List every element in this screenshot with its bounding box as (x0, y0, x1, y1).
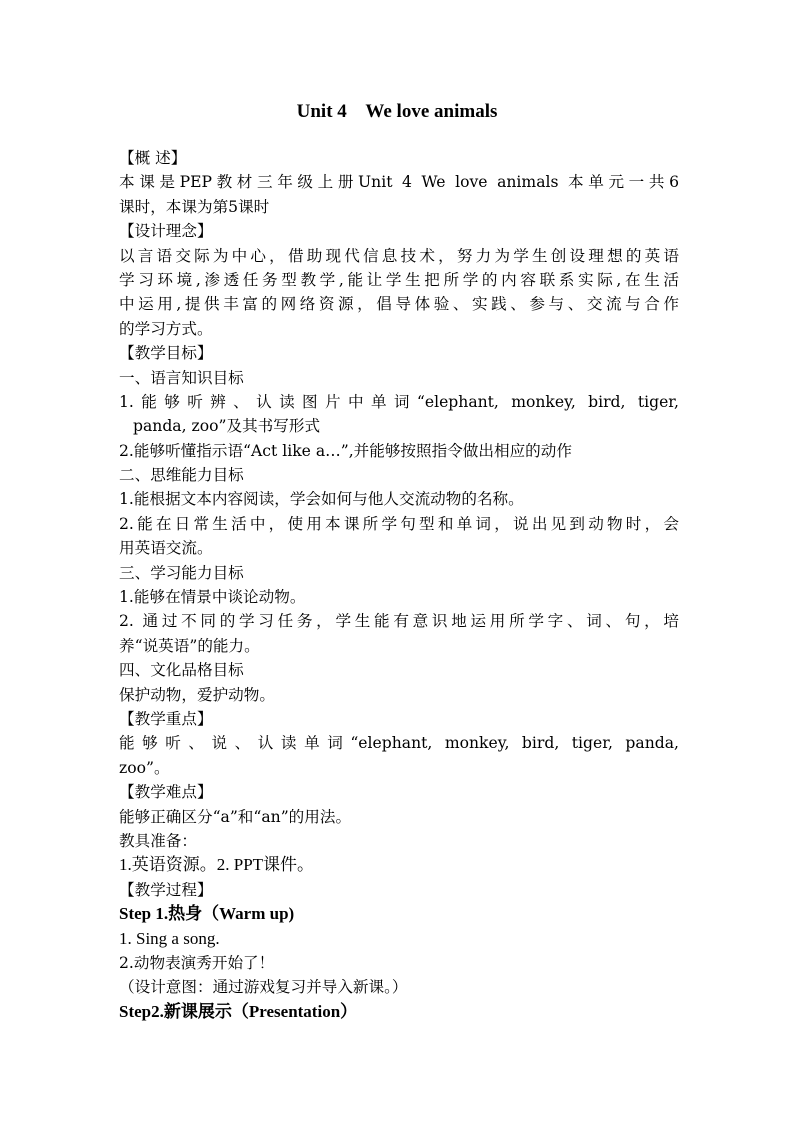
paragraph-line: 的学习方式。 (119, 319, 213, 338)
list-item-line: 用英语交流。 (119, 539, 213, 558)
document-title: Unit 4 We love animals (296, 101, 498, 122)
list-item-line: 2.动物表演秀开始了！ (119, 953, 275, 972)
subheading-learning-ability: 三、学习能力目标 (119, 563, 244, 582)
paragraph-line: 能够正确区分“a”和“an”的用法。 (119, 807, 352, 826)
list-item-line: 养“说英语”的能力。 (119, 636, 260, 655)
list-item-line: 2.能够听懂指示语“Act like a…”,并能够按照指令做出相应的动作 (119, 441, 572, 460)
paragraph-line: 1.英语资源。2. PPT课件。 (119, 855, 315, 875)
paragraph-line: 中运用,提供丰富的网络资源，倡导体验、实践、参与、交流与合作 (119, 295, 679, 314)
section-heading-overview: 【概 述】 (119, 149, 187, 167)
list-item-line: panda, zoo”及其书写形式 (133, 417, 321, 436)
subheading-language-knowledge: 一、语言知识目标 (119, 368, 244, 387)
paragraph-line: zoo”。 (119, 758, 170, 777)
paragraph-line: 教具准备： (119, 831, 197, 850)
list-item-line: 1.能根据文本内容阅读，学会如何与他人交流动物的名称。 (119, 490, 524, 509)
list-item-line: 1. Sing a song. (119, 928, 220, 948)
list-item-line: 2. 通过不同的学习任务，学生能有意识地运用所学字、词、句，培 (119, 612, 679, 631)
design-intent-note: （设计意图：通过游戏复习并导入新课。） (119, 978, 408, 997)
paragraph-line: 本课是PEP教材三年级上册Unit 4 We love animals 本单元一共6 (119, 173, 679, 192)
paragraph-line: 以言语交际为中心，借助现代信息技术，努力为学生创设理想的英语 (119, 246, 679, 265)
section-heading-design-concept: 【设计理念】 (119, 222, 213, 241)
step-heading-presentation: Step2.新课展示（Presentation） (119, 1001, 358, 1021)
subheading-cultural-character: 四、文化品格目标 (119, 661, 244, 680)
list-item-line: 1.能够听辨、认读图片中单词“elephant, monkey, bird, tiger, (119, 392, 679, 411)
document-body (119, 146, 679, 1024)
paragraph-line: 保护动物，爱护动物。 (119, 685, 275, 704)
paragraph-line: 学习环境,渗透任务型教学,能让学生把所学的内容联系实际,在生活 (119, 270, 679, 289)
subheading-thinking-ability: 二、思维能力目标 (119, 466, 244, 485)
paragraph-line: 课时，本课为第5课时 (119, 197, 270, 216)
paragraph-line: 能够听、说、认读单词“elephant, monkey, bird, tiger, panda, (119, 734, 679, 753)
list-item-line: 1.能够在情景中谈论动物。 (119, 588, 306, 607)
section-heading-teaching-process: 【教学过程】 (119, 880, 213, 899)
section-heading-difficulties: 【教学难点】 (119, 783, 213, 802)
section-heading-key-points: 【教学重点】 (119, 709, 213, 728)
section-heading-teaching-goals: 【教学目标】 (119, 344, 213, 363)
list-item-line: 2.能在日常生活中，使用本课所学句型和单词，说出见到动物时，会 (119, 514, 679, 533)
step-heading-warm-up: Step 1.热身（Warm up) (119, 904, 295, 924)
